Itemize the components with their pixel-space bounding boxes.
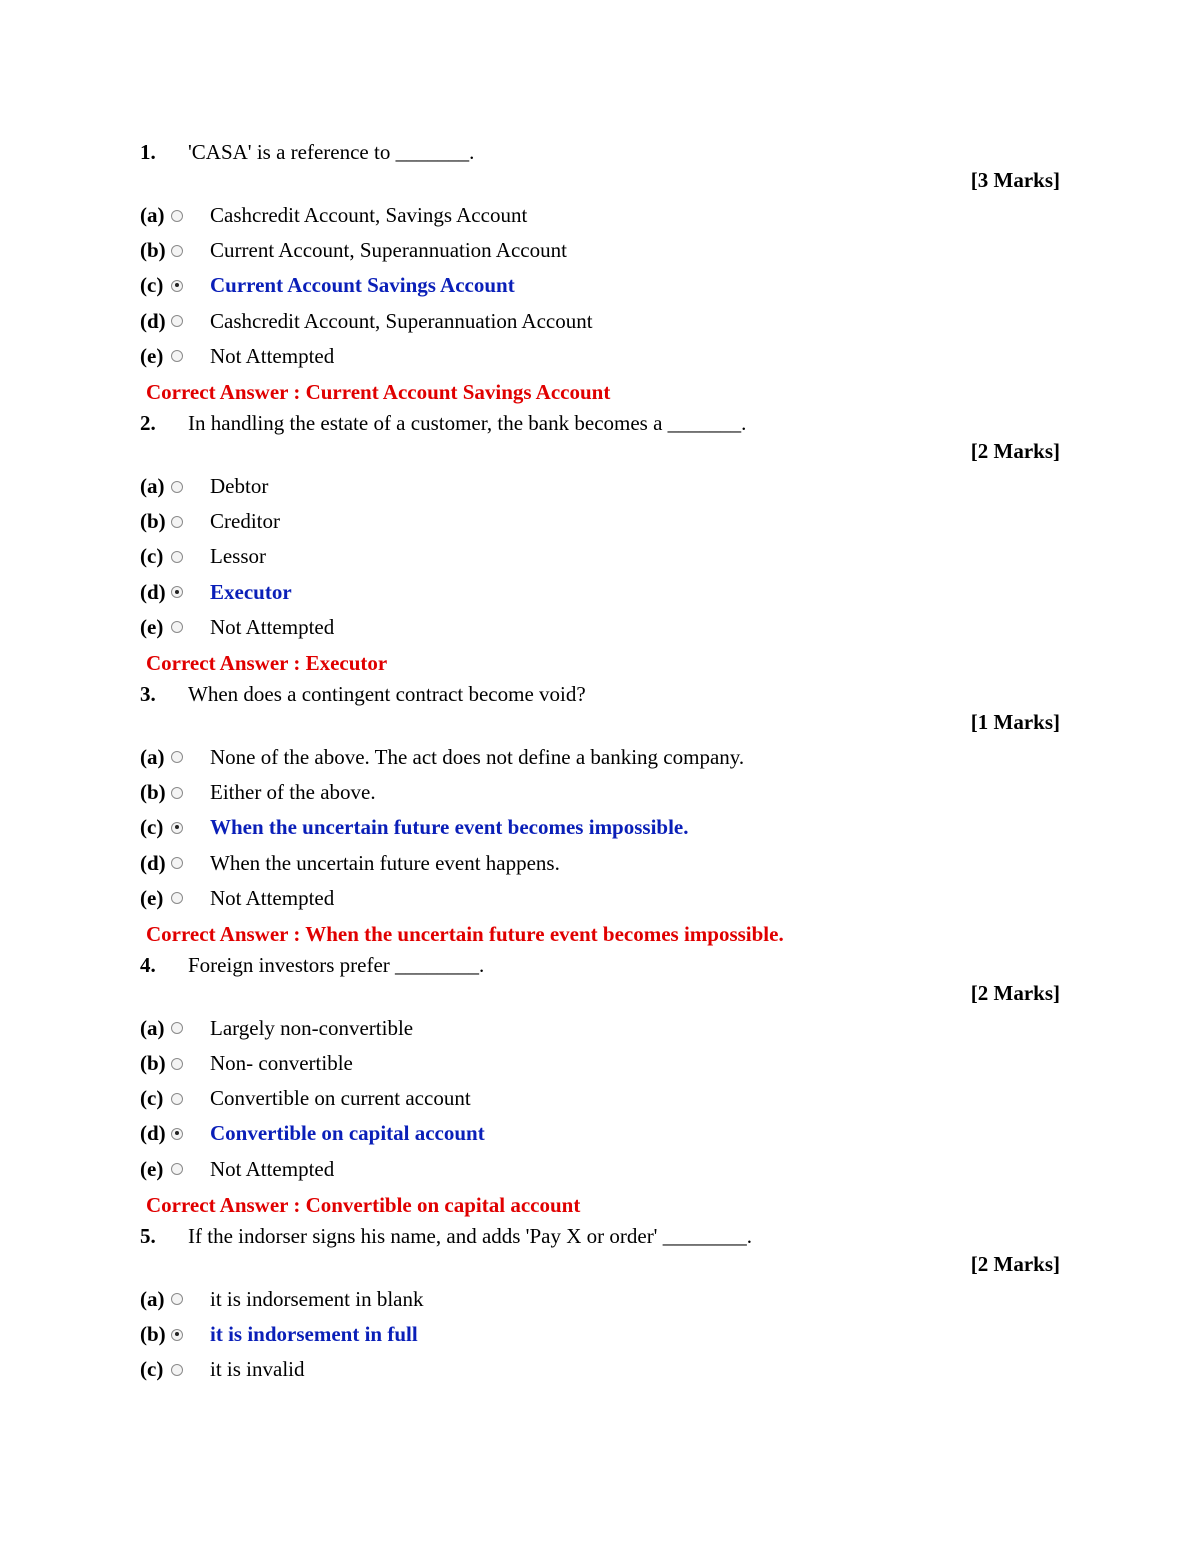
option-text: Either of the above. <box>210 780 376 805</box>
question-1-option-2[interactable] <box>140 233 1060 268</box>
option-letter: (b) <box>140 509 166 534</box>
radio-button-icon[interactable] <box>171 516 183 528</box>
radio-button-icon[interactable] <box>171 481 183 493</box>
option-text: Largely non-convertible <box>210 1015 414 1040</box>
radio-button-icon[interactable] <box>171 315 183 327</box>
question-marks: [2 Marks] <box>970 1251 1060 1276</box>
option-text: Executor <box>210 579 292 604</box>
option-letter: (c) <box>140 273 164 298</box>
question-2-option-1[interactable] <box>140 469 1060 504</box>
correct-answer: Correct Answer : Executor <box>146 650 388 675</box>
radio-button-icon[interactable] <box>171 1364 183 1376</box>
question-4-option-4[interactable] <box>140 1116 1060 1151</box>
correct-answer: Correct Answer : Convertible on capital account <box>146 1192 581 1217</box>
radio-button-icon[interactable] <box>171 350 183 362</box>
question-4-option-3[interactable] <box>140 1081 1060 1116</box>
question-4-option-2[interactable] <box>140 1046 1060 1081</box>
option-letter: (e) <box>140 885 164 910</box>
radio-button-icon[interactable] <box>171 621 183 633</box>
radio-button-icon[interactable] <box>171 857 183 869</box>
option-letter: (b) <box>140 780 166 805</box>
option-text: Cashcredit Account, Savings Account <box>210 203 528 228</box>
option-letter: (e) <box>140 343 164 368</box>
option-letter: (a) <box>140 1286 165 1311</box>
option-letter: (d) <box>140 1121 166 1146</box>
option-letter: (a) <box>140 203 165 228</box>
radio-button-icon[interactable] <box>171 586 183 598</box>
option-text: When the uncertain future event becomes impossible. <box>210 815 689 840</box>
radio-button-icon[interactable] <box>171 1058 183 1070</box>
question-text: 'CASA' is a reference to _______. <box>188 140 475 164</box>
radio-button-icon[interactable] <box>171 551 183 563</box>
question-5-option-2[interactable] <box>140 1317 1060 1352</box>
question-3-option-3[interactable] <box>140 810 1060 845</box>
option-text: Current Account, Superannuation Account <box>210 238 567 263</box>
question-text: When does a contingent contract become void? <box>188 681 586 706</box>
option-text: Convertible on current account <box>210 1086 471 1111</box>
option-letter: (d) <box>140 850 166 875</box>
radio-button-icon[interactable] <box>171 1163 183 1175</box>
option-text: None of the above. The act does not define a banking company. <box>210 744 745 769</box>
option-letter: (b) <box>140 238 166 263</box>
option-text: When the uncertain future event happens. <box>210 850 560 875</box>
option-text: Creditor <box>210 509 280 534</box>
question-1-option-4[interactable] <box>140 304 1060 339</box>
question-marks: [1 Marks] <box>970 709 1060 734</box>
option-text: it is invalid <box>210 1357 305 1382</box>
option-letter: (c) <box>140 544 164 569</box>
question-3-option-4[interactable] <box>140 845 1060 880</box>
option-text: Debtor <box>210 474 269 499</box>
option-text: Non- convertible <box>210 1051 353 1076</box>
question-text: In handling the estate of a customer, the bank becomes a _______. <box>188 410 747 435</box>
option-letter: (c) <box>140 1086 164 1111</box>
question-4-option-1[interactable] <box>140 1011 1060 1046</box>
radio-button-icon[interactable] <box>171 1093 183 1105</box>
option-letter: (b) <box>140 1322 166 1347</box>
radio-button-icon[interactable] <box>171 822 183 834</box>
option-letter: (a) <box>140 1015 165 1040</box>
question-5 <box>140 1224 1060 1388</box>
radio-button-icon[interactable] <box>171 280 183 292</box>
radio-button-icon[interactable] <box>171 787 183 799</box>
question-3-option-2[interactable] <box>140 775 1060 810</box>
question-1-option-1[interactable] <box>140 198 1060 233</box>
option-list <box>140 469 1060 645</box>
radio-button-icon[interactable] <box>171 1329 183 1341</box>
question-1-option-5[interactable] <box>140 339 1060 374</box>
question-3-option-1[interactable] <box>140 740 1060 775</box>
question-4-option-5[interactable] <box>140 1152 1060 1187</box>
radio-button-icon[interactable] <box>171 210 183 222</box>
question-2 <box>140 411 1060 682</box>
question-marks: [3 Marks] <box>970 168 1060 192</box>
option-text: Cashcredit Account, Superannuation Account <box>210 308 593 333</box>
question-2-option-4[interactable] <box>140 575 1060 610</box>
question-2-option-2[interactable] <box>140 504 1060 539</box>
question-5-option-3[interactable] <box>140 1352 1060 1387</box>
question-5-option-1[interactable] <box>140 1282 1060 1317</box>
option-letter: (c) <box>140 1357 164 1382</box>
question-1-option-3[interactable] <box>140 268 1060 303</box>
correct-answer: Correct Answer : When the uncertain future event becomes impossible. <box>146 921 784 946</box>
option-letter: (c) <box>140 815 164 840</box>
option-text: Lessor <box>210 544 266 569</box>
radio-button-icon[interactable] <box>171 1022 183 1034</box>
quiz-list <box>140 140 1060 1387</box>
option-letter: (b) <box>140 1051 166 1076</box>
option-text: Convertible on capital account <box>210 1121 485 1146</box>
option-list <box>140 1011 1060 1187</box>
question-number: 3. <box>140 681 156 706</box>
question-text: If the indorser signs his name, and adds 'Pay X or order' ________. <box>188 1223 752 1248</box>
question-3 <box>140 682 1060 953</box>
option-list <box>140 1282 1060 1388</box>
option-text: Current Account Savings Account <box>210 273 515 298</box>
option-text: it is indorsement in blank <box>210 1286 424 1311</box>
option-text: Not Attempted <box>210 614 335 639</box>
option-letter: (a) <box>140 744 165 769</box>
radio-button-icon[interactable] <box>171 1128 183 1140</box>
option-letter: (e) <box>140 1156 164 1181</box>
radio-button-icon[interactable] <box>171 751 183 763</box>
option-letter: (d) <box>140 308 166 333</box>
option-list <box>140 740 1060 916</box>
radio-button-icon[interactable] <box>171 1293 183 1305</box>
question-marks: [2 Marks] <box>970 980 1060 1005</box>
option-text: Not Attempted <box>210 343 335 368</box>
question-2-option-3[interactable] <box>140 539 1060 574</box>
question-number: 2. <box>140 410 156 435</box>
question-number: 1. <box>140 140 156 164</box>
question-4 <box>140 953 1060 1224</box>
question-text: Foreign investors prefer ________. <box>188 952 485 977</box>
correct-answer: Correct Answer : Current Account Savings Account <box>146 379 611 404</box>
question-marks: [2 Marks] <box>970 438 1060 463</box>
option-letter: (e) <box>140 614 164 639</box>
question-1 <box>140 140 1060 411</box>
question-3-option-5[interactable] <box>140 881 1060 916</box>
radio-button-icon[interactable] <box>171 892 183 904</box>
question-number: 4. <box>140 952 156 977</box>
option-text: it is indorsement in full <box>210 1322 418 1347</box>
option-letter: (a) <box>140 474 165 499</box>
option-list <box>140 198 1060 374</box>
option-text: Not Attempted <box>210 1156 335 1181</box>
option-text: Not Attempted <box>210 885 335 910</box>
radio-button-icon[interactable] <box>171 245 183 257</box>
question-number: 5. <box>140 1223 156 1248</box>
option-letter: (d) <box>140 579 166 604</box>
question-2-option-5[interactable] <box>140 610 1060 645</box>
